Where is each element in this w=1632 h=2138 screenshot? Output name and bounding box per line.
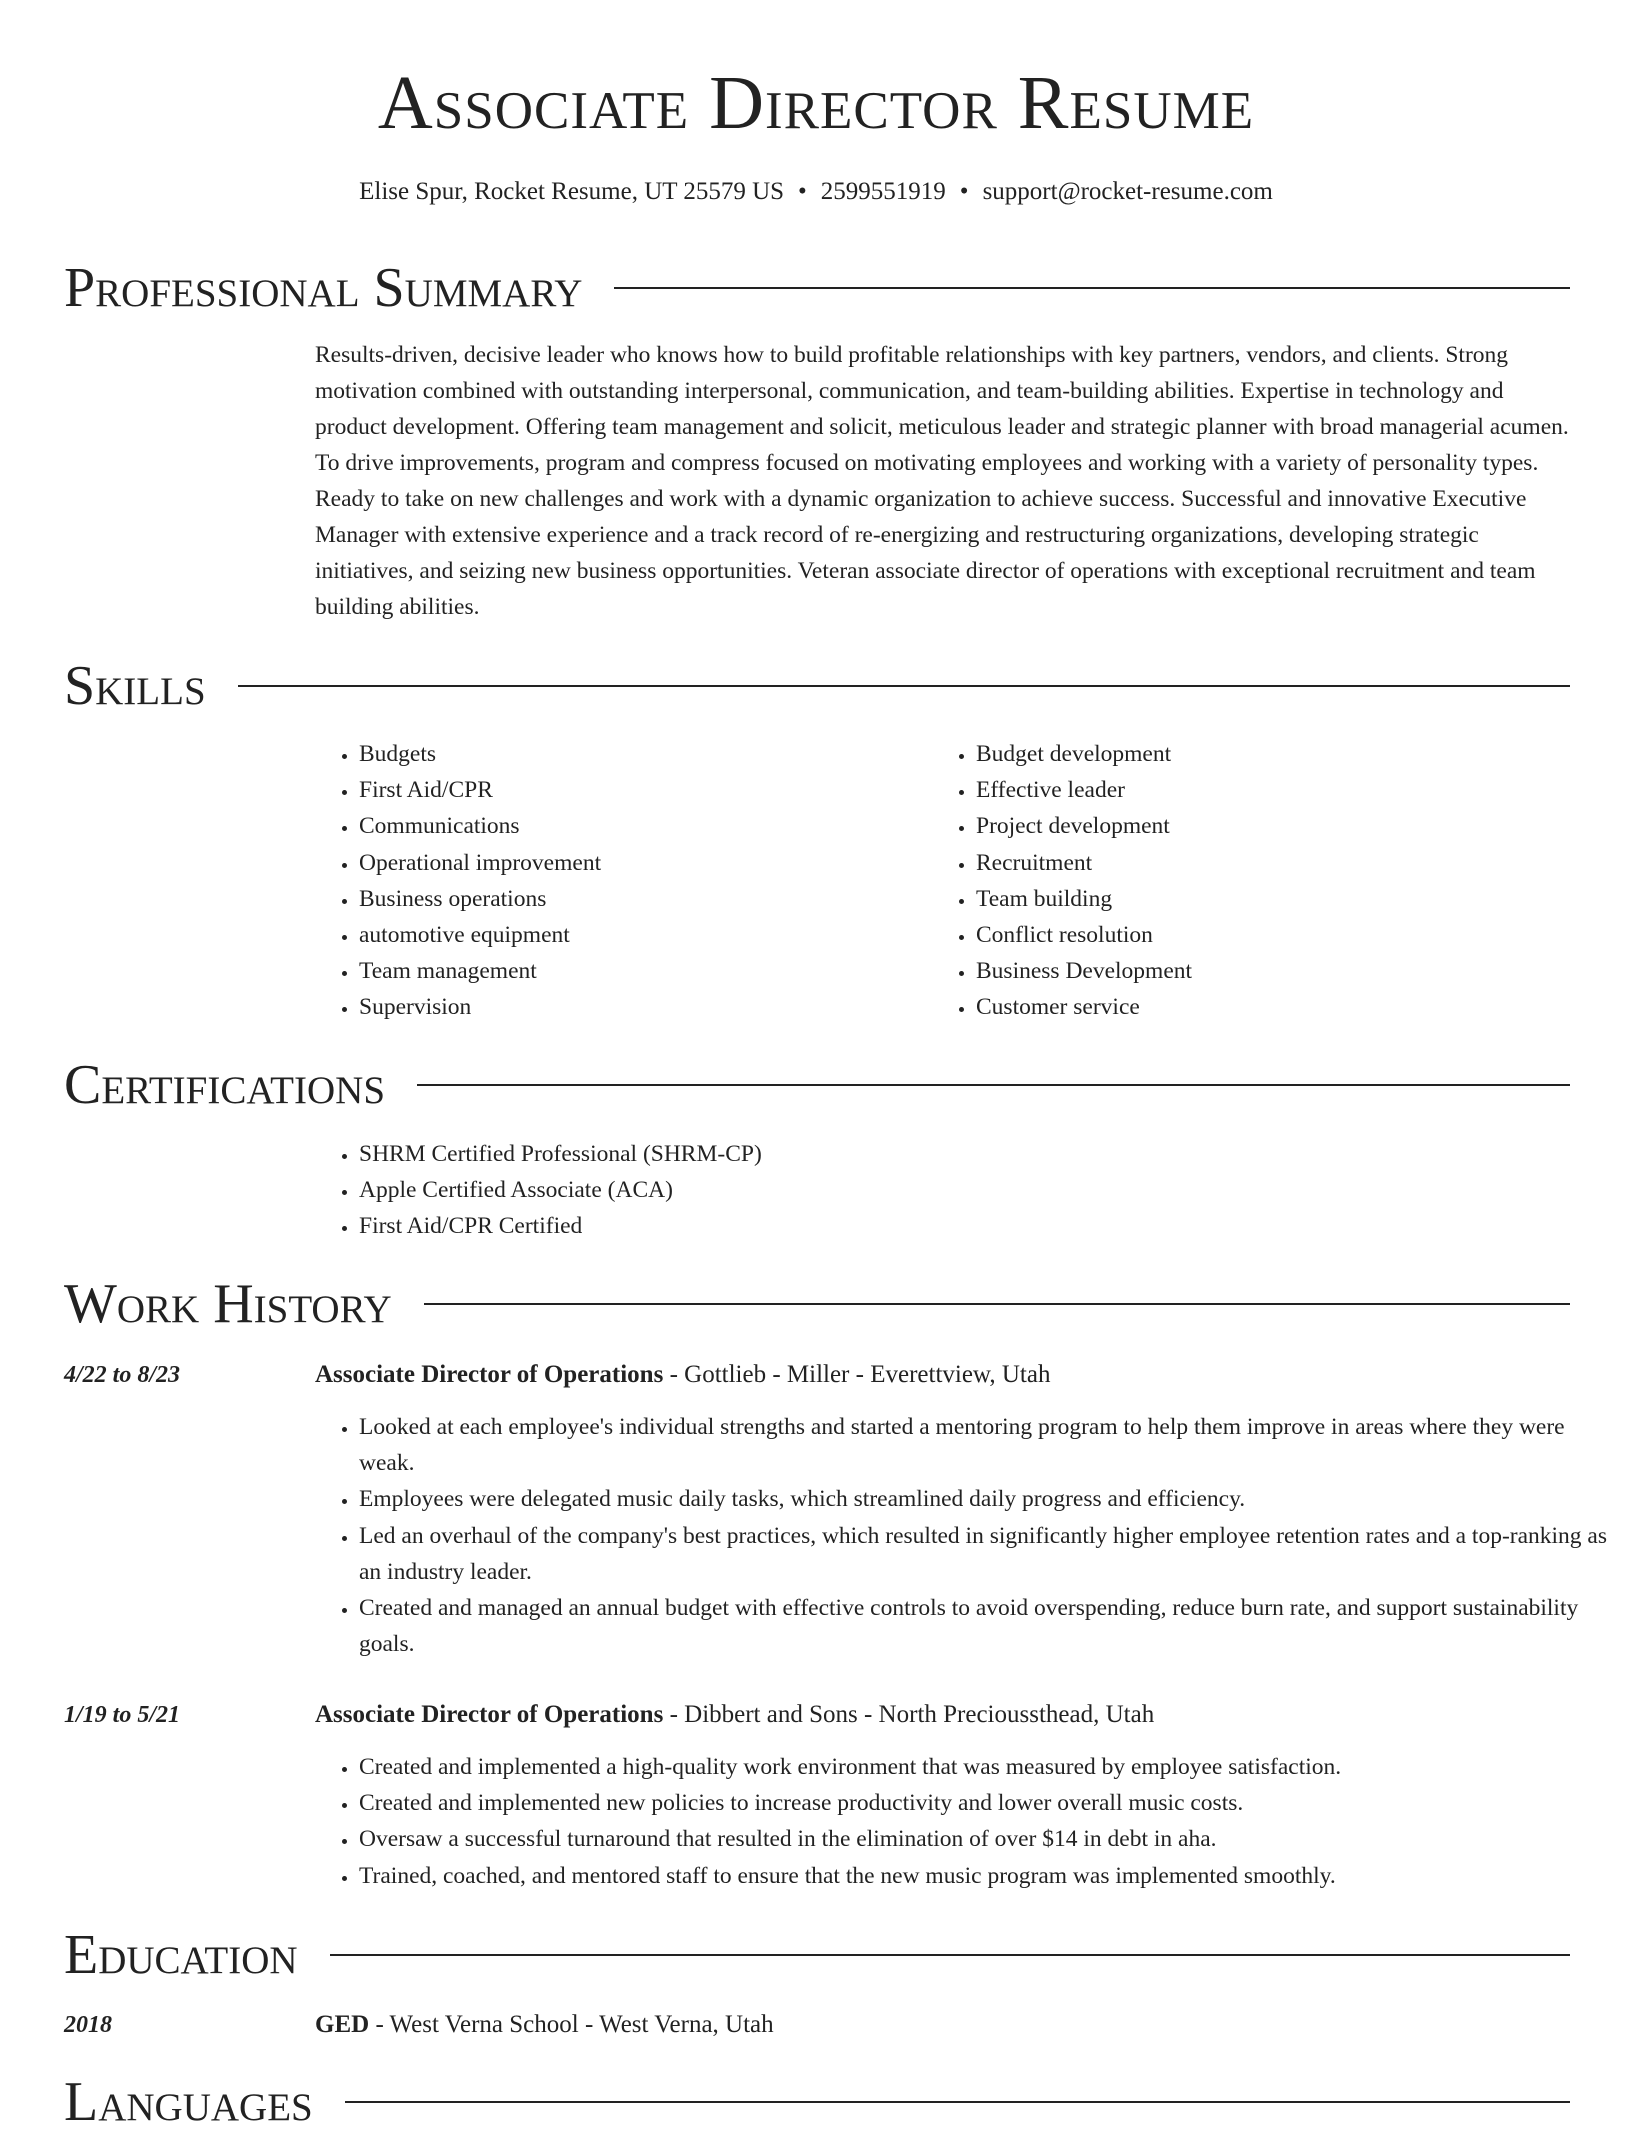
education-year: 2018 bbox=[64, 2012, 112, 2038]
skill-item: • Conflict resolution bbox=[976, 917, 1576, 953]
job-employer: - Gottlieb - Miller - Everettview, Utah bbox=[663, 1361, 1051, 1388]
skill-item: • First Aid/CPR bbox=[359, 772, 919, 808]
job-bullets bbox=[315, 1749, 1614, 1894]
certification-item: • First Aid/CPR Certified bbox=[359, 1208, 1614, 1244]
job-title: Associate Director of Operations bbox=[315, 1361, 664, 1388]
section-header-certifications bbox=[64, 1049, 1570, 1121]
job-title: Associate Director of Operations bbox=[315, 1701, 664, 1728]
education-entry bbox=[315, 2007, 1570, 2043]
resume-title: Associate Director Resume bbox=[377, 61, 1255, 145]
job-bullet: • Trained, coached, and mentored staff to ensure that the new music program was implemented smoothly. bbox=[359, 1858, 1614, 1894]
skill-item: • Budget development bbox=[976, 736, 1576, 772]
skill-item: • Supervision bbox=[359, 989, 919, 1025]
section-header-summary bbox=[64, 252, 1570, 324]
skill-item: • Business Development bbox=[976, 953, 1576, 989]
section-title-certifications: Certifications bbox=[64, 1054, 386, 1116]
contact-phone: 2599551919 bbox=[820, 178, 946, 205]
skill-item: • automotive equipment bbox=[359, 917, 919, 953]
section-header-education bbox=[64, 1919, 1570, 1991]
section-title-languages: Languages bbox=[64, 2071, 313, 2133]
skill-item: • Project development bbox=[976, 808, 1576, 844]
contact-separator: • bbox=[798, 178, 807, 205]
job-bullets bbox=[315, 1409, 1614, 1662]
section-divider bbox=[424, 1303, 1570, 1305]
job-dates: 4/22 to 8/23 bbox=[64, 1362, 181, 1388]
section-divider bbox=[345, 2101, 1570, 2103]
job-bullet: • Looked at each employee's individual strengths and started a mentoring program to help them improve in areas where they were weak. bbox=[359, 1409, 1614, 1481]
contact-separator: • bbox=[959, 178, 969, 205]
job-bullet: • Led an overhaul of the company's best practices, which resulted in significantly higher employee retention rates and a top-ranking as an industry leader. bbox=[359, 1518, 1614, 1590]
job-bullet: • Employees were delegated music daily tasks, which streamlined daily progress and efficiency. bbox=[359, 1481, 1614, 1517]
job-bullet: • Created and managed an annual budget with effective controls to avoid overspending, reduce burn rate, and support sustainability goals. bbox=[359, 1590, 1614, 1662]
skill-item: • Customer service bbox=[976, 989, 1576, 1025]
education-school: - West Verna School - West Verna, Utah bbox=[369, 2011, 774, 2038]
section-divider bbox=[614, 287, 1570, 289]
certification-item: • Apple Certified Associate (ACA) bbox=[359, 1172, 1614, 1208]
skill-item: • Business operations bbox=[359, 881, 919, 917]
certifications-list bbox=[315, 1136, 1614, 1245]
job-bullet: • Oversaw a successful turnaround that resulted in the elimination of over $14 in debt in aha. bbox=[359, 1821, 1614, 1857]
contact-address: Elise Spur, Rocket Resume, UT 25579 US bbox=[359, 178, 785, 205]
certification-item: • SHRM Certified Professional (SHRM-CP) bbox=[359, 1136, 1614, 1172]
section-title-skills: Skills bbox=[64, 655, 206, 717]
job-bullet: • Created and implemented new policies to increase productivity and lower overall music costs. bbox=[359, 1785, 1614, 1821]
job-heading bbox=[315, 1697, 1570, 1733]
section-title-education: Education bbox=[64, 1924, 298, 1986]
contact-line bbox=[0, 174, 1632, 210]
skills-list-left bbox=[315, 736, 919, 1026]
section-header-skills bbox=[64, 650, 1570, 722]
skills-list-right bbox=[932, 736, 1576, 1026]
job-dates: 1/19 to 5/21 bbox=[64, 1702, 181, 1728]
education-degree: GED bbox=[315, 2011, 370, 2038]
contact-email[interactable]: support@rocket-resume.com bbox=[982, 178, 1273, 205]
job-bullet: • Created and implemented a high-quality work environment that was measured by employee satisfaction. bbox=[359, 1749, 1614, 1785]
skill-item: • Effective leader bbox=[976, 772, 1576, 808]
section-header-languages bbox=[64, 2066, 1570, 2138]
section-divider bbox=[238, 685, 1570, 687]
skill-item: • Budgets bbox=[359, 736, 919, 772]
skill-item: • Team management bbox=[359, 953, 919, 989]
skill-item: • Team building bbox=[976, 881, 1576, 917]
section-title-work-history: Work History bbox=[64, 1273, 392, 1335]
job-employer: - Dibbert and Sons - North Precioussthead, Utah bbox=[663, 1701, 1155, 1728]
skill-item: • Recruitment bbox=[976, 845, 1576, 881]
summary-text: Results-driven, decisive leader who knows how to build profitable relationships with key partners, vendors, and clients. Strong motivation combined with outstanding interpersonal, communication, and team-building abilities. Expertise in technology and product development. Offering team management and solicit, meticulous leader and strategic planner with broad managerial acumen. To drive improvements, program and compress focused on motivating employees and working with a variety of personality types. Ready to take on new challenges and work with a dynamic organization to achieve success. Successful and innovative Executive Manager with extensive experience and a track record of re-energizing and restructuring organizations, developing strategic initiatives, and seizing new business opportunities. Veteran associate director of operations with exceptional recruitment and team building abilities. bbox=[315, 342, 1569, 620]
section-divider bbox=[330, 1954, 1570, 1956]
job-heading bbox=[315, 1357, 1570, 1393]
skill-item: • Communications bbox=[359, 808, 919, 844]
section-header-work-history bbox=[64, 1268, 1570, 1340]
section-divider bbox=[417, 1084, 1570, 1086]
section-title-summary: Professional Summary bbox=[64, 257, 583, 319]
skill-item: • Operational improvement bbox=[359, 845, 919, 881]
